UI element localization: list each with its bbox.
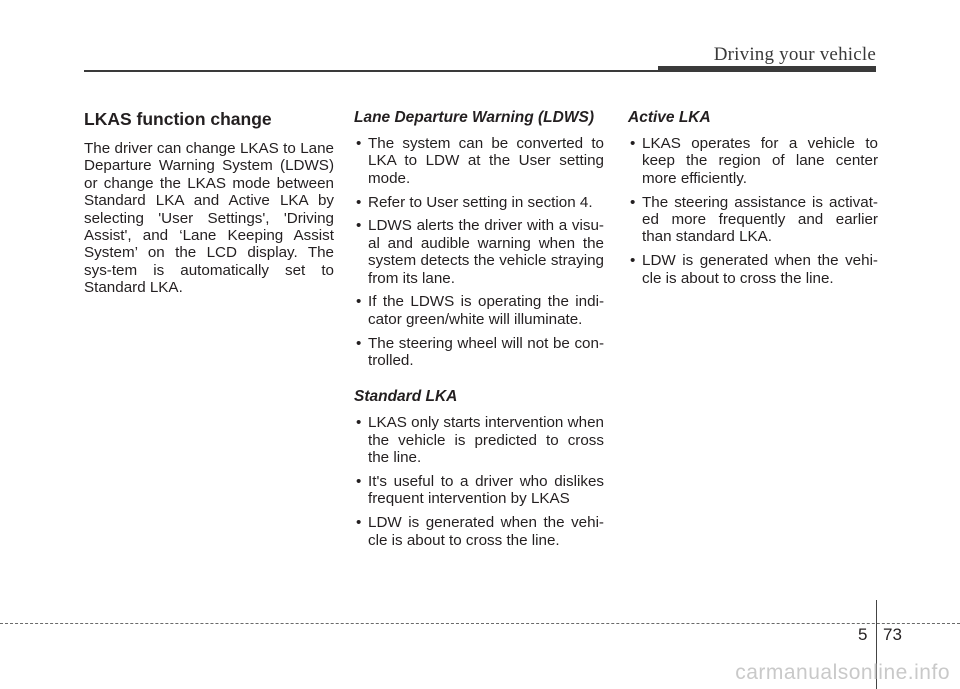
active-lka-list: [628, 135, 878, 287]
header-rule: [84, 70, 684, 72]
watermark: carmanualsonline.info: [735, 661, 950, 684]
section-heading: LKAS function change: [84, 109, 272, 129]
list-item: • LKAS operates for a vehicle to keep the region of lane center more efficiently.: [630, 135, 878, 187]
active-lka-heading: Active LKA: [628, 109, 711, 126]
column-active-lka: [628, 108, 878, 293]
footer-rule: [0, 623, 960, 624]
ldws-heading: Lane Departure Warning (LDWS): [354, 109, 594, 126]
list-item: • LDW is generated when the vehi-cle is about to cross the line.: [356, 514, 604, 549]
header-rule-accent: [658, 66, 876, 72]
list-item: • The steering wheel will not be con-trolled.: [356, 334, 604, 370]
chapter-number: 5: [858, 625, 868, 644]
list-item: • The system can be converted to LKA to LDW at the User setting mode.: [356, 135, 604, 187]
list-item: • LDW is generated when the vehi-cle is about to cross the line.: [630, 252, 878, 287]
list-item: • Refer to User setting in section 4.: [356, 193, 593, 211]
page-number: 73: [883, 625, 902, 644]
bullet-icon: •: [356, 514, 362, 532]
ldws-list: [354, 135, 604, 369]
standard-lka-list: [354, 414, 604, 549]
bullet-icon: •: [356, 334, 362, 352]
bullet-icon: •: [630, 252, 636, 270]
bullet-icon: •: [630, 193, 636, 211]
list-item: • It's useful to a driver who dislikes frequent intervention by LKAS: [356, 473, 604, 508]
bullet-icon: •: [356, 473, 362, 491]
bullet-icon: •: [356, 217, 362, 235]
list-item: • LDWS alerts the driver with a visu-al and audible warning when the system detects the vehicle straying from its lane.: [356, 217, 604, 287]
bullet-icon: •: [356, 414, 362, 432]
list-item: • LKAS only starts intervention when the vehicle is predicted to cross the line.: [356, 414, 604, 467]
column-warning-modes: [354, 108, 604, 555]
column-lkas-function-change: [84, 108, 334, 297]
header-title: Driving your vehicle: [713, 44, 876, 65]
bullet-icon: •: [356, 293, 362, 311]
body-paragraph: The driver can change LKAS to Lane Departure Warning System (LDWS) or change the LKAS mode between Standard LKA and Active LKA by selecting 'User Settings', 'Driving Assist', and ‘Lane Keeping Assist System’ on the LCD display. The sys-tem is automatically set to Standard LKA.: [84, 140, 334, 297]
bullet-icon: •: [356, 193, 362, 211]
list-item: • If the LDWS is operating the indi-cator green/white will illuminate.: [356, 293, 604, 328]
bullet-icon: •: [356, 135, 362, 152]
standard-lka-heading: Standard LKA: [354, 388, 458, 406]
bullet-icon: •: [630, 135, 636, 152]
list-item: • The steering assistance is activat-ed more frequently and earlier than standard LKA.: [630, 193, 878, 246]
